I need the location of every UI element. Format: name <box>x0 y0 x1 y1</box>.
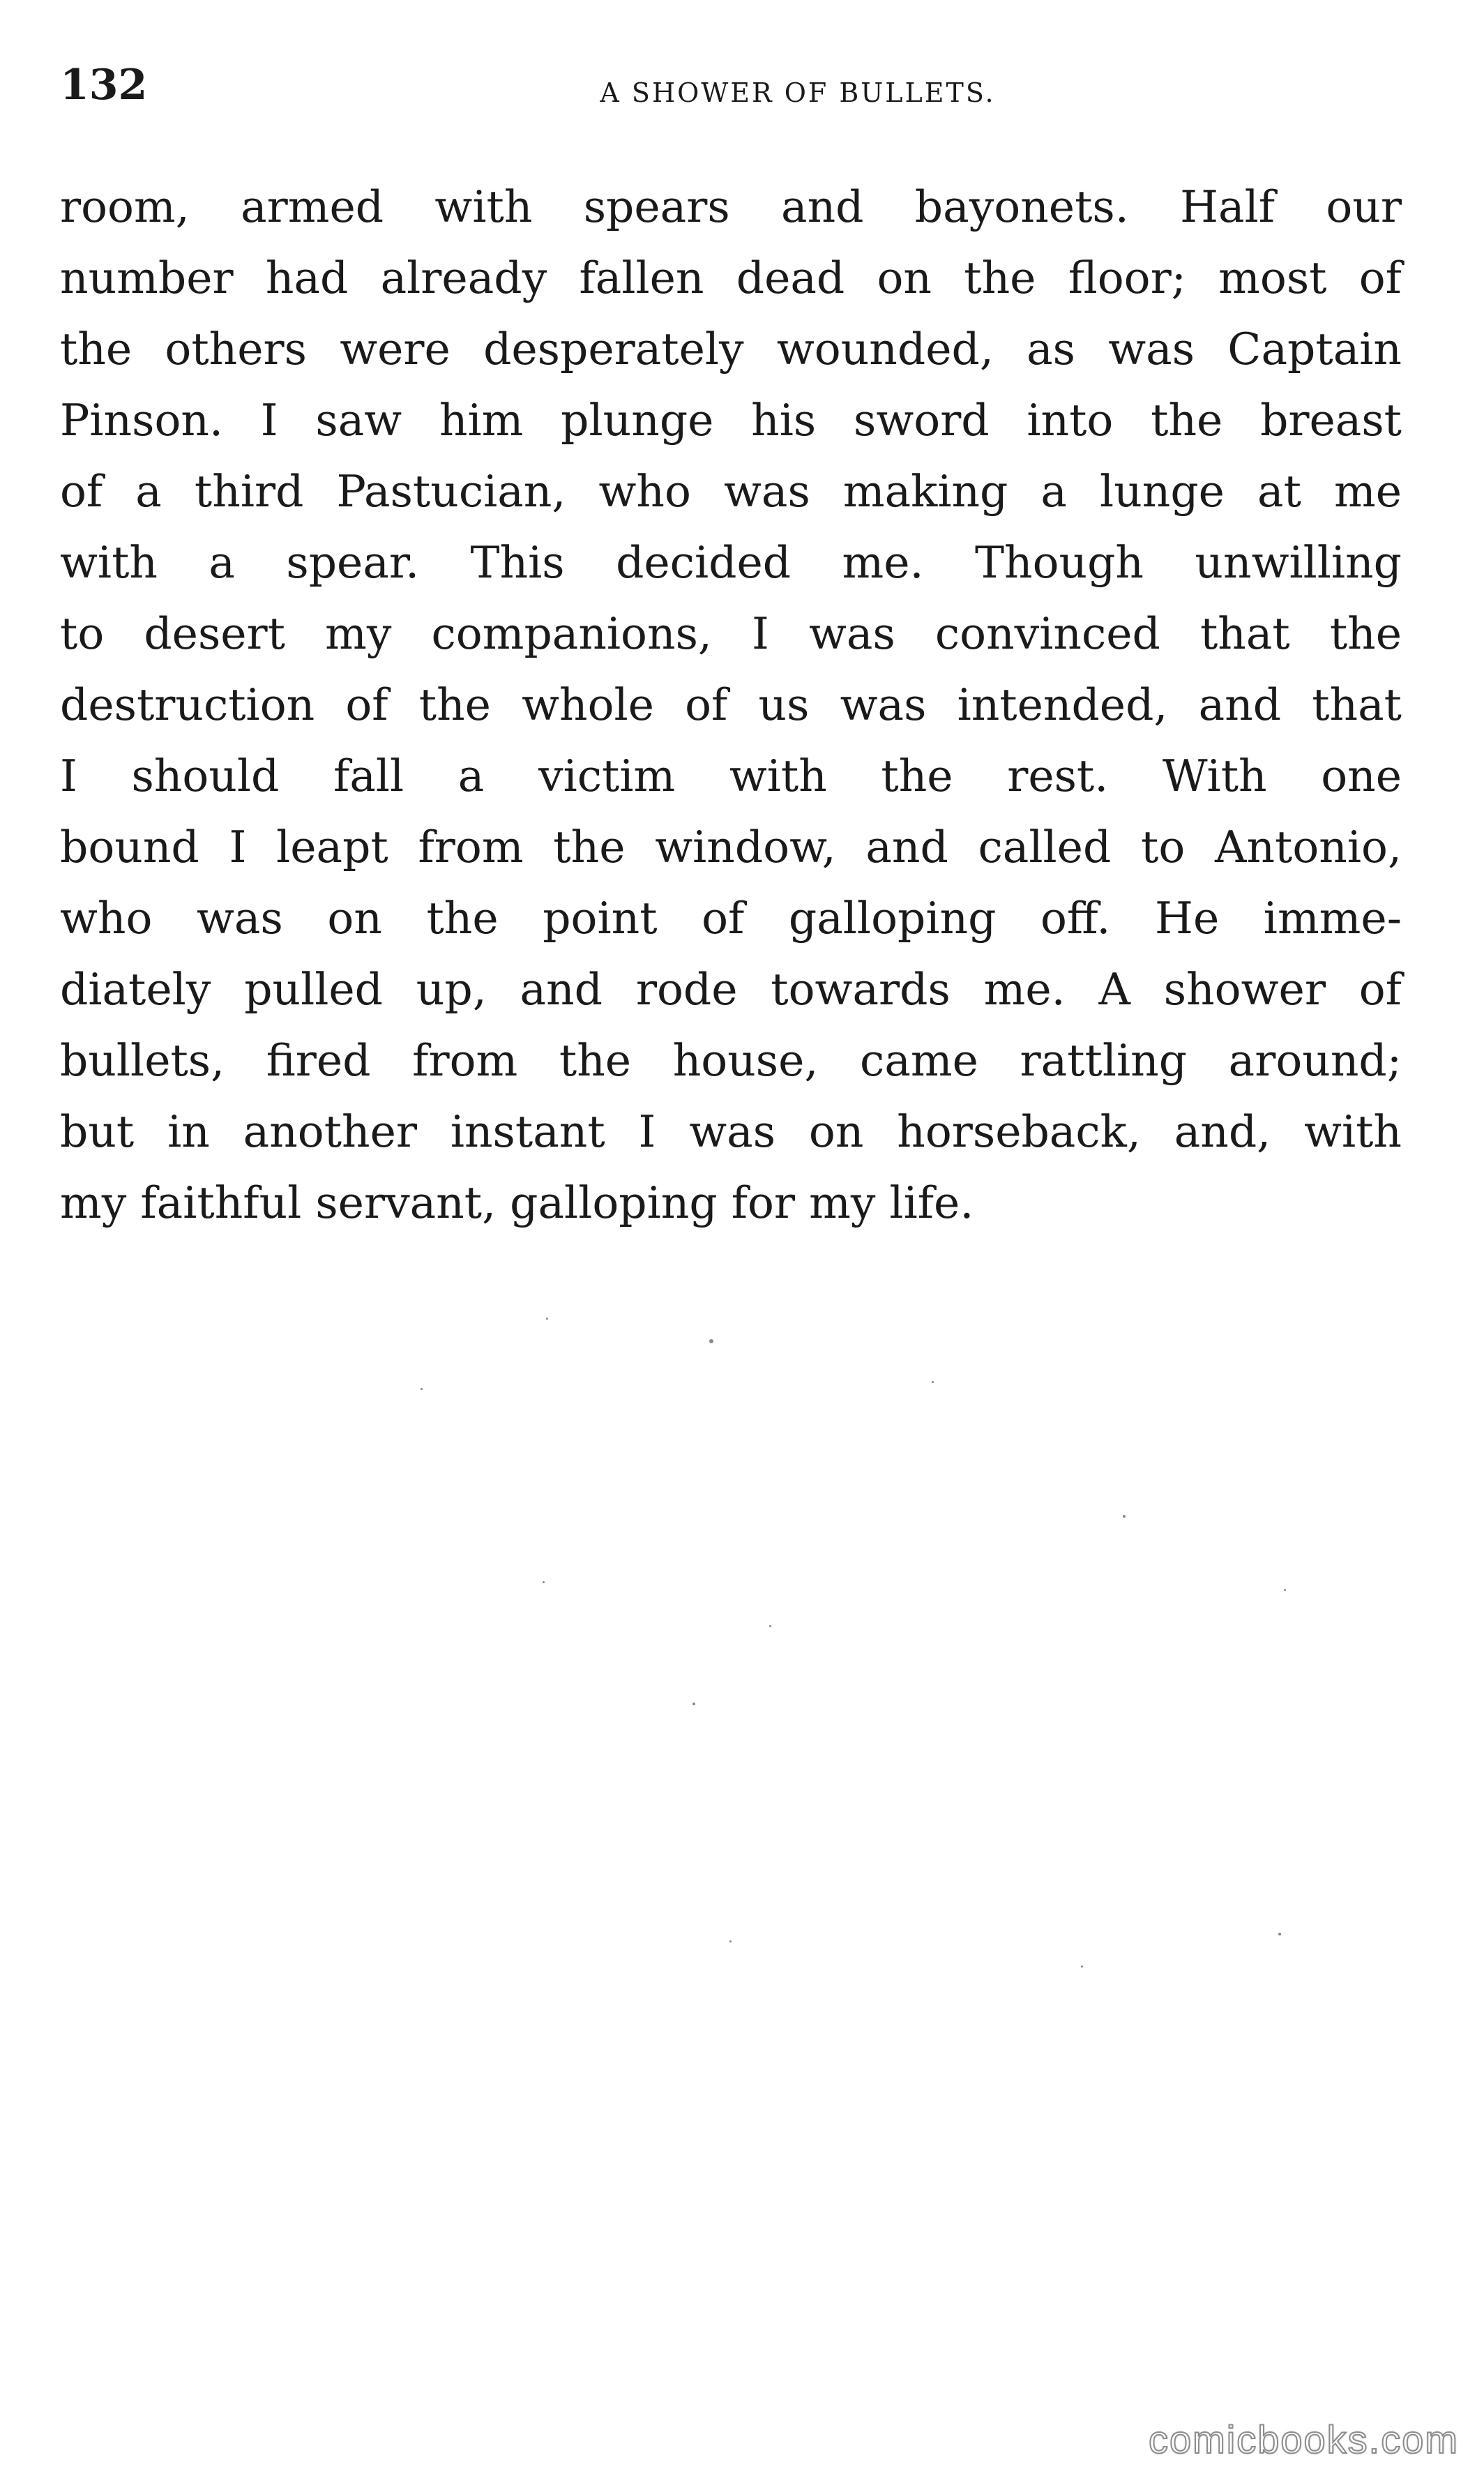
body-text <box>60 172 1402 1239</box>
page-number: 132 <box>60 61 148 110</box>
scan-speck <box>1278 1933 1281 1935</box>
text-line: Pinson. I saw him plunge his sword into the breast <box>60 395 1402 446</box>
text-line: bound I leapt from the window, and called to Antonio, <box>60 822 1402 873</box>
text-line: destruction of the whole of us was intended, and that <box>60 679 1402 730</box>
scan-speck <box>692 1703 695 1705</box>
text-line: my faithful servant, galloping for my life. <box>60 1177 974 1228</box>
text-line: of a third Pastucian, who was making a lunge at me <box>60 466 1402 517</box>
text-line: who was on the point of galloping off. He imme- <box>60 893 1402 944</box>
scan-speck <box>546 1318 548 1320</box>
text-line: the others were desperately wounded, as was Captain <box>60 324 1402 375</box>
running-head: A SHOWER OF BULLETS. <box>600 77 996 108</box>
scan-speck <box>769 1625 771 1627</box>
text-line: with a spear. This decided me. Though unwilling <box>60 537 1402 588</box>
watermark: comicbooks.com <box>1148 2417 1459 2461</box>
text-line: to desert my companions, I was convinced that the <box>60 608 1402 659</box>
scan-speck <box>932 1381 934 1383</box>
text-line: bullets, fired from the house, came rattling around; <box>60 1035 1402 1086</box>
text-line: room, armed with spears and bayonets. Half our <box>60 181 1402 232</box>
text-line: diately pulled up, and rode towards me. A shower of <box>60 964 1402 1015</box>
text-line: I should fall a victim with the rest. With one <box>60 750 1402 801</box>
text-line: but in another instant I was on horseback, and, with <box>60 1106 1402 1157</box>
scan-speck <box>1284 1589 1286 1591</box>
scan-speck <box>543 1581 545 1583</box>
scan-speck <box>709 1339 713 1343</box>
scan-speck <box>1081 1965 1083 1968</box>
scan-speck <box>421 1388 423 1390</box>
text-line: number had already fallen dead on the floor; most of <box>60 252 1402 303</box>
scan-speck <box>1123 1515 1126 1518</box>
scan-speck <box>729 1940 732 1942</box>
